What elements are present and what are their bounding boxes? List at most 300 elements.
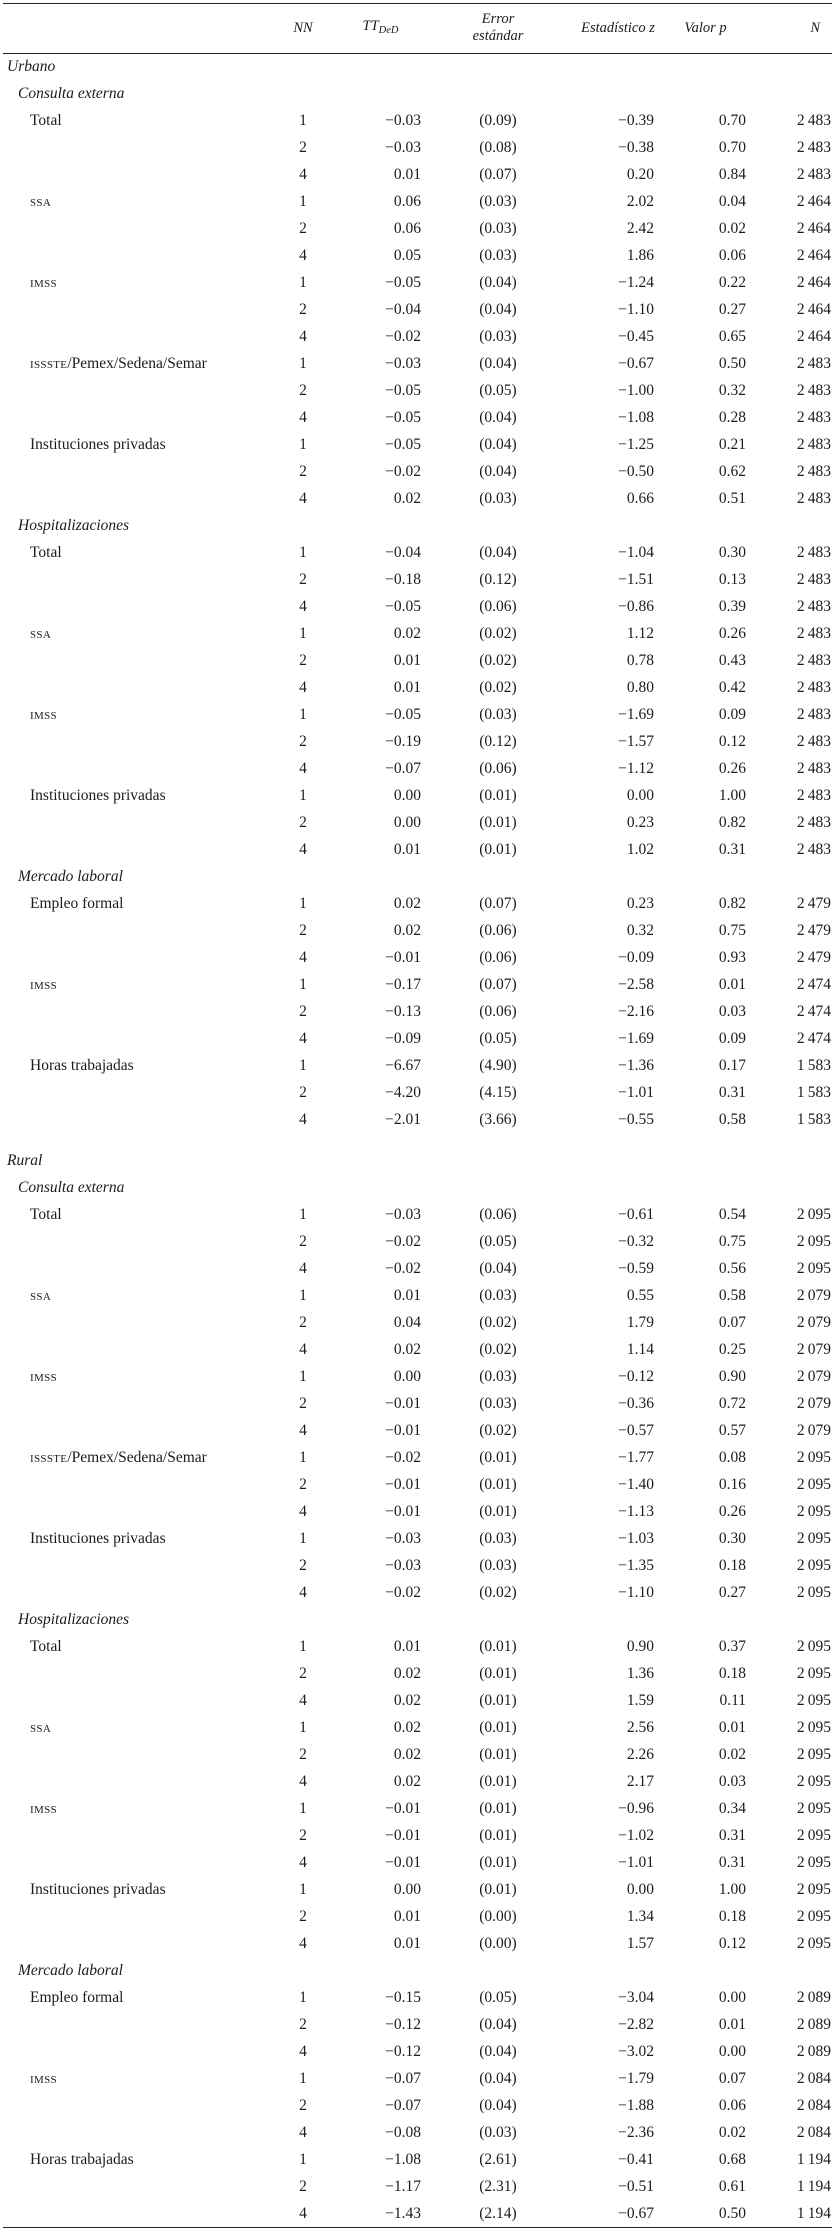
table-row [3, 432, 832, 459]
outcome-label [3, 1107, 268, 1134]
cell-n: 2 479 [796, 895, 831, 912]
outcome-label [3, 1310, 268, 1337]
cell-tt: 0.02 [393, 1719, 421, 1736]
cell-p: 0.18 [718, 1557, 746, 1574]
cell-z: 0.55 [626, 1287, 654, 1304]
cell-tt: −0.05 [385, 706, 421, 723]
outcome-label-text: Total [30, 544, 62, 561]
table-row [3, 378, 832, 405]
cell-z: −2.16 [618, 1003, 654, 1020]
cell-z: 2.26 [626, 1746, 654, 1763]
table-row [3, 810, 832, 837]
cell-p: 0.26 [718, 760, 746, 777]
header-p [663, 4, 748, 54]
cell-nn: 1 [299, 1530, 307, 1547]
outcome-label [3, 1080, 268, 1107]
cell-tt: −0.05 [385, 409, 421, 426]
outcome-label-smallcaps: imss [30, 1800, 57, 1817]
outcome-label-text: Empleo formal [30, 895, 124, 912]
group-title: Hospitalizaciones [18, 517, 130, 534]
cell-tt: 0.02 [393, 922, 421, 939]
cell-nn: 2 [299, 1476, 307, 1493]
cell-p: 0.13 [718, 571, 746, 588]
cell-tt: 0.06 [393, 193, 421, 210]
cell-se: (0.03) [479, 1395, 517, 1412]
cell-p: 0.62 [718, 463, 746, 480]
cell-p: 0.54 [718, 1206, 746, 1223]
cell-p: 1.00 [718, 1881, 746, 1898]
cell-n: 2 089 [796, 2043, 831, 2060]
table-row [3, 189, 832, 216]
cell-p: 0.34 [718, 1800, 746, 1817]
cell-z: 0.32 [626, 922, 654, 939]
cell-se: (0.02) [479, 1341, 517, 1358]
cell-tt: 0.02 [393, 1773, 421, 1790]
cell-z: −1.36 [618, 1057, 654, 1074]
cell-nn: 4 [299, 1503, 307, 1520]
cell-p: 0.75 [718, 922, 746, 939]
cell-tt: 0.02 [393, 490, 421, 507]
outcome-label-smallcaps: imss [30, 976, 57, 993]
cell-n: 2 095 [796, 1233, 831, 1250]
outcome-label [3, 2012, 268, 2039]
cell-p: 0.03 [718, 1773, 746, 1790]
outcome-label [3, 621, 268, 648]
cell-se: (0.03) [479, 328, 517, 345]
outcome-label [3, 648, 268, 675]
outcome-label [3, 1553, 268, 1580]
cell-nn: 2 [299, 922, 307, 939]
outcome-label [3, 108, 268, 135]
table-row [3, 1526, 832, 1553]
cell-tt: −0.03 [385, 1530, 421, 1547]
cell-tt: 0.00 [393, 787, 421, 804]
cell-se: (0.07) [479, 895, 517, 912]
table-row [3, 1202, 832, 1229]
cell-se: (0.03) [479, 1287, 517, 1304]
cell-n: 2 483 [796, 706, 831, 723]
cell-nn: 2 [299, 301, 307, 318]
cell-se: (0.04) [479, 301, 517, 318]
cell-tt: −0.12 [385, 2043, 421, 2060]
cell-z: −2.36 [618, 2124, 654, 2141]
cell-se: (0.01) [479, 1827, 517, 1844]
outcome-label [3, 1499, 268, 1526]
table-row [3, 2174, 832, 2201]
cell-z: 2.17 [626, 1773, 654, 1790]
cell-se: (0.02) [479, 652, 517, 669]
outcome-label [3, 243, 268, 270]
cell-p: 0.07 [718, 2070, 746, 2087]
header-se [423, 4, 573, 54]
cell-se: (0.01) [479, 814, 517, 831]
cell-p: 0.39 [718, 598, 746, 615]
outcome-label-text: Total [30, 1206, 62, 1223]
cell-se: (0.06) [479, 760, 517, 777]
cell-n: 2 095 [796, 1827, 831, 1844]
table-row [3, 1850, 832, 1877]
table-row [3, 1931, 832, 1958]
cell-n: 2 095 [796, 1854, 831, 1871]
outcome-label [3, 2066, 268, 2093]
cell-n: 2 483 [796, 625, 831, 642]
cell-nn: 4 [299, 1692, 307, 1709]
cell-se: (0.04) [479, 2070, 517, 2087]
cell-p: 0.43 [718, 652, 746, 669]
cell-se: (0.01) [479, 1449, 517, 1466]
outcome-label [3, 1688, 268, 1715]
table-row [3, 945, 832, 972]
outcome-label [3, 1472, 268, 1499]
cell-n: 2 483 [796, 166, 831, 183]
cell-p: 0.70 [718, 112, 746, 129]
outcome-label [3, 135, 268, 162]
cell-nn: 1 [299, 1881, 307, 1898]
header-z-label: Estadístico z [581, 19, 655, 36]
cell-p: 0.82 [718, 814, 746, 831]
cell-n: 2 095 [796, 1530, 831, 1547]
cell-tt: −1.43 [385, 2204, 421, 2222]
cell-tt: 0.00 [393, 814, 421, 831]
cell-nn: 1 [299, 1719, 307, 1736]
cell-se: (0.07) [479, 976, 517, 993]
cell-se: (0.05) [479, 1233, 517, 1250]
outcome-label [3, 2039, 268, 2066]
cell-tt: −0.05 [385, 436, 421, 453]
cell-se: (0.06) [479, 1206, 517, 1223]
cell-z: 0.23 [626, 814, 654, 831]
cell-n: 2 079 [796, 1368, 831, 1385]
outcome-label [3, 432, 268, 459]
cell-se: (0.04) [479, 1260, 517, 1277]
outcome-label-text: /Pemex/Sedena/Semar [67, 1449, 207, 1466]
cell-tt: 0.02 [393, 1341, 421, 1358]
cell-tt: 0.01 [393, 1935, 421, 1952]
cell-se: (4.15) [479, 1084, 517, 1101]
cell-tt: 0.05 [393, 247, 421, 264]
cell-n: 2 464 [796, 193, 831, 210]
cell-nn: 4 [299, 2043, 307, 2060]
cell-n: 2 095 [796, 1800, 831, 1817]
cell-tt: −0.12 [385, 2016, 421, 2033]
cell-p: 0.04 [718, 193, 746, 210]
table-row [3, 1472, 832, 1499]
outcome-label [3, 918, 268, 945]
cell-n: 2 464 [796, 301, 831, 318]
cell-p: 0.70 [718, 139, 746, 156]
cell-nn: 1 [299, 706, 307, 723]
cell-p: 0.37 [718, 1638, 746, 1655]
cell-nn: 1 [299, 1989, 307, 2006]
cell-z: 1.79 [626, 1314, 654, 1331]
outcome-label [3, 189, 268, 216]
cell-n: 2 483 [796, 139, 831, 156]
cell-se: (0.04) [479, 436, 517, 453]
table-row [3, 999, 832, 1026]
cell-tt: −0.02 [385, 328, 421, 345]
cell-nn: 2 [299, 1003, 307, 1020]
cell-n: 2 095 [796, 1638, 831, 1655]
cell-z: 1.02 [626, 841, 654, 858]
cell-n: 2 095 [796, 1260, 831, 1277]
cell-se: (0.05) [479, 1030, 517, 1047]
table-row [3, 1823, 832, 1850]
cell-z: −1.03 [618, 1530, 654, 1547]
cell-z: 2.56 [626, 1719, 654, 1736]
cell-p: 0.93 [718, 949, 746, 966]
outcome-label-text: Horas trabajadas [30, 1057, 134, 1074]
cell-z: 0.00 [626, 787, 654, 804]
cell-p: 0.01 [718, 976, 746, 993]
cell-n: 2 464 [796, 247, 831, 264]
table-row [3, 1283, 832, 1310]
table-row [3, 972, 832, 999]
cell-p: 0.02 [718, 220, 746, 237]
outcome-label [3, 486, 268, 513]
cell-tt: −0.05 [385, 382, 421, 399]
outcome-label [3, 1053, 268, 1080]
cell-z: −1.35 [618, 1557, 654, 1574]
outcome-label [3, 810, 268, 837]
table-row [3, 1229, 832, 1256]
cell-p: 0.02 [718, 2124, 746, 2141]
cell-se: (0.02) [479, 1422, 517, 1439]
cell-se: (0.05) [479, 382, 517, 399]
cell-se: (0.04) [479, 2043, 517, 2060]
header-tt-subscript: DeD [378, 24, 399, 36]
cell-nn: 2 [299, 220, 307, 237]
cell-nn: 4 [299, 679, 307, 696]
cell-tt: 0.00 [393, 1881, 421, 1898]
cell-nn: 1 [299, 1057, 307, 1074]
outcome-label-text: /Pemex/Sedena/Semar [67, 355, 207, 372]
cell-p: 0.26 [718, 1503, 746, 1520]
cell-tt: −0.02 [385, 463, 421, 480]
cell-z: 1.86 [626, 247, 654, 264]
cell-tt: −0.01 [385, 1476, 421, 1493]
cell-se: (0.08) [479, 139, 517, 156]
cell-n: 2 483 [796, 355, 831, 372]
results-table [3, 3, 832, 2228]
cell-tt: −0.07 [385, 760, 421, 777]
outcome-label [3, 1769, 268, 1796]
cell-se: (0.01) [479, 787, 517, 804]
cell-tt: 0.01 [393, 841, 421, 858]
cell-p: 0.75 [718, 1233, 746, 1250]
cell-p: 0.27 [718, 301, 746, 318]
cell-n: 2 483 [796, 112, 831, 129]
cell-z: −0.32 [618, 1233, 654, 1250]
outcome-label [3, 1634, 268, 1661]
cell-nn: 1 [299, 1368, 307, 1385]
cell-z: 1.12 [626, 625, 654, 642]
outcome-label-text: Horas trabajadas [30, 2151, 134, 2168]
table-row [3, 1026, 832, 1053]
cell-z: −0.86 [618, 598, 654, 615]
outcome-label [3, 945, 268, 972]
outcome-label [3, 1526, 268, 1553]
table-row [3, 594, 832, 621]
cell-z: −2.58 [618, 976, 654, 993]
cell-se: (0.04) [479, 463, 517, 480]
cell-se: (0.06) [479, 949, 517, 966]
cell-z: 1.36 [626, 1665, 654, 1682]
cell-nn: 1 [299, 895, 307, 912]
cell-tt: −0.04 [385, 301, 421, 318]
outcome-label [3, 324, 268, 351]
cell-se: (0.03) [479, 1530, 517, 1547]
cell-nn: 2 [299, 814, 307, 831]
cell-n: 2 479 [796, 922, 831, 939]
cell-nn: 1 [299, 2151, 307, 2168]
cell-tt: −6.67 [385, 1057, 421, 1074]
cell-nn: 1 [299, 1449, 307, 1466]
table-row [3, 1310, 832, 1337]
table-row [3, 459, 832, 486]
cell-p: 0.31 [718, 1827, 746, 1844]
cell-p: 0.16 [718, 1476, 746, 1493]
outcome-label [3, 1391, 268, 1418]
outcome-label-text: Total [30, 1638, 62, 1655]
cell-n: 2 483 [796, 787, 831, 804]
cell-n: 2 474 [796, 1003, 831, 1020]
table-row [3, 918, 832, 945]
table-row [3, 1553, 832, 1580]
cell-se: (0.03) [479, 1368, 517, 1385]
cell-p: 0.65 [718, 328, 746, 345]
cell-tt: −4.20 [385, 1084, 421, 1101]
cell-nn: 1 [299, 976, 307, 993]
table-row [3, 1499, 832, 1526]
cell-n: 2 483 [796, 760, 831, 777]
cell-p: 0.42 [718, 679, 746, 696]
header-n-label: N [810, 19, 820, 36]
header-tt-label [363, 18, 399, 34]
outcome-label [3, 378, 268, 405]
table-row [3, 540, 832, 567]
cell-z: −1.24 [618, 274, 654, 291]
cell-se: (0.12) [479, 733, 517, 750]
outcome-label [3, 1418, 268, 1445]
table-row [3, 621, 832, 648]
cell-tt: −0.03 [385, 112, 421, 129]
cell-z: −0.67 [618, 2204, 654, 2222]
cell-z: −0.09 [618, 949, 654, 966]
cell-p: 0.09 [718, 1030, 746, 1047]
cell-se: (0.06) [479, 1003, 517, 1020]
outcome-label-smallcaps: issste [30, 355, 68, 372]
cell-z: −0.50 [618, 463, 654, 480]
outcome-label [3, 1823, 268, 1850]
cell-tt: −0.07 [385, 2097, 421, 2114]
cell-n: 2 483 [796, 652, 831, 669]
outcome-label [3, 1742, 268, 1769]
cell-nn: 1 [299, 1287, 307, 1304]
cell-z: −1.04 [618, 544, 654, 561]
table-row [3, 270, 832, 297]
cell-n: 2 095 [796, 1476, 831, 1493]
outcome-label-text: Instituciones privadas [30, 1881, 166, 1898]
cell-se: (0.06) [479, 922, 517, 939]
outcome-label [3, 972, 268, 999]
cell-n: 2 483 [796, 571, 831, 588]
outcome-label [3, 2201, 268, 2228]
cell-nn: 2 [299, 1314, 307, 1331]
cell-se: (4.90) [479, 1057, 517, 1074]
cell-p: 0.21 [718, 436, 746, 453]
cell-tt: −0.01 [385, 1854, 421, 1871]
cell-nn: 2 [299, 1746, 307, 1763]
table-row [3, 216, 832, 243]
cell-z: −1.88 [618, 2097, 654, 2114]
cell-nn: 4 [299, 2124, 307, 2141]
outcome-label-smallcaps: ssa [30, 625, 52, 642]
cell-z: −0.57 [618, 1422, 654, 1439]
cell-z: −3.02 [618, 2043, 654, 2060]
table-row [3, 2066, 832, 2093]
outcome-label-text: Empleo formal [30, 1989, 124, 2006]
table-row [3, 1391, 832, 1418]
cell-nn: 4 [299, 1773, 307, 1790]
outcome-label [3, 1715, 268, 1742]
cell-n: 1 194 [796, 2178, 831, 2195]
cell-tt: 0.02 [393, 1665, 421, 1682]
cell-n: 2 079 [796, 1395, 831, 1412]
cell-p: 0.01 [718, 2016, 746, 2033]
cell-p: 0.58 [718, 1287, 746, 1304]
cell-nn: 4 [299, 760, 307, 777]
outcome-label-smallcaps: ssa [30, 1287, 52, 1304]
table-row [3, 1080, 832, 1107]
outcome-label [3, 1580, 268, 1607]
cell-nn: 2 [299, 463, 307, 480]
cell-nn: 2 [299, 1557, 307, 1574]
cell-z: 0.66 [626, 490, 654, 507]
cell-p: 0.61 [718, 2178, 746, 2195]
cell-nn: 1 [299, 274, 307, 291]
cell-n: 2 483 [796, 814, 831, 831]
cell-tt: −0.03 [385, 1206, 421, 1223]
cell-z: 1.14 [626, 1341, 654, 1358]
cell-p: 0.18 [718, 1908, 746, 1925]
cell-nn: 4 [299, 490, 307, 507]
outcome-label [3, 297, 268, 324]
outcome-label [3, 1850, 268, 1877]
cell-nn: 1 [299, 1800, 307, 1817]
cell-nn: 2 [299, 2178, 307, 2195]
cell-se: (0.01) [479, 1719, 517, 1736]
cell-nn: 2 [299, 1665, 307, 1682]
cell-tt: 0.02 [393, 1692, 421, 1709]
cell-z: −0.59 [618, 1260, 654, 1277]
group-title: Mercado laboral [18, 1962, 123, 1979]
cell-n: 2 474 [796, 976, 831, 993]
cell-p: 0.56 [718, 1260, 746, 1277]
cell-z: −1.12 [618, 760, 654, 777]
cell-se: (0.00) [479, 1935, 517, 1952]
cell-nn: 4 [299, 247, 307, 264]
cell-n: 1 194 [796, 2204, 831, 2222]
cell-z: −1.10 [618, 1584, 654, 1601]
table-row [3, 1985, 832, 2012]
cell-n: 2 464 [796, 220, 831, 237]
cell-tt: −1.08 [385, 2151, 421, 2168]
cell-z: −1.02 [618, 1827, 654, 1844]
cell-n: 2 095 [796, 1881, 831, 1898]
outcome-label [3, 351, 268, 378]
cell-tt: −1.17 [385, 2178, 421, 2195]
cell-p: 0.08 [718, 1449, 746, 1466]
